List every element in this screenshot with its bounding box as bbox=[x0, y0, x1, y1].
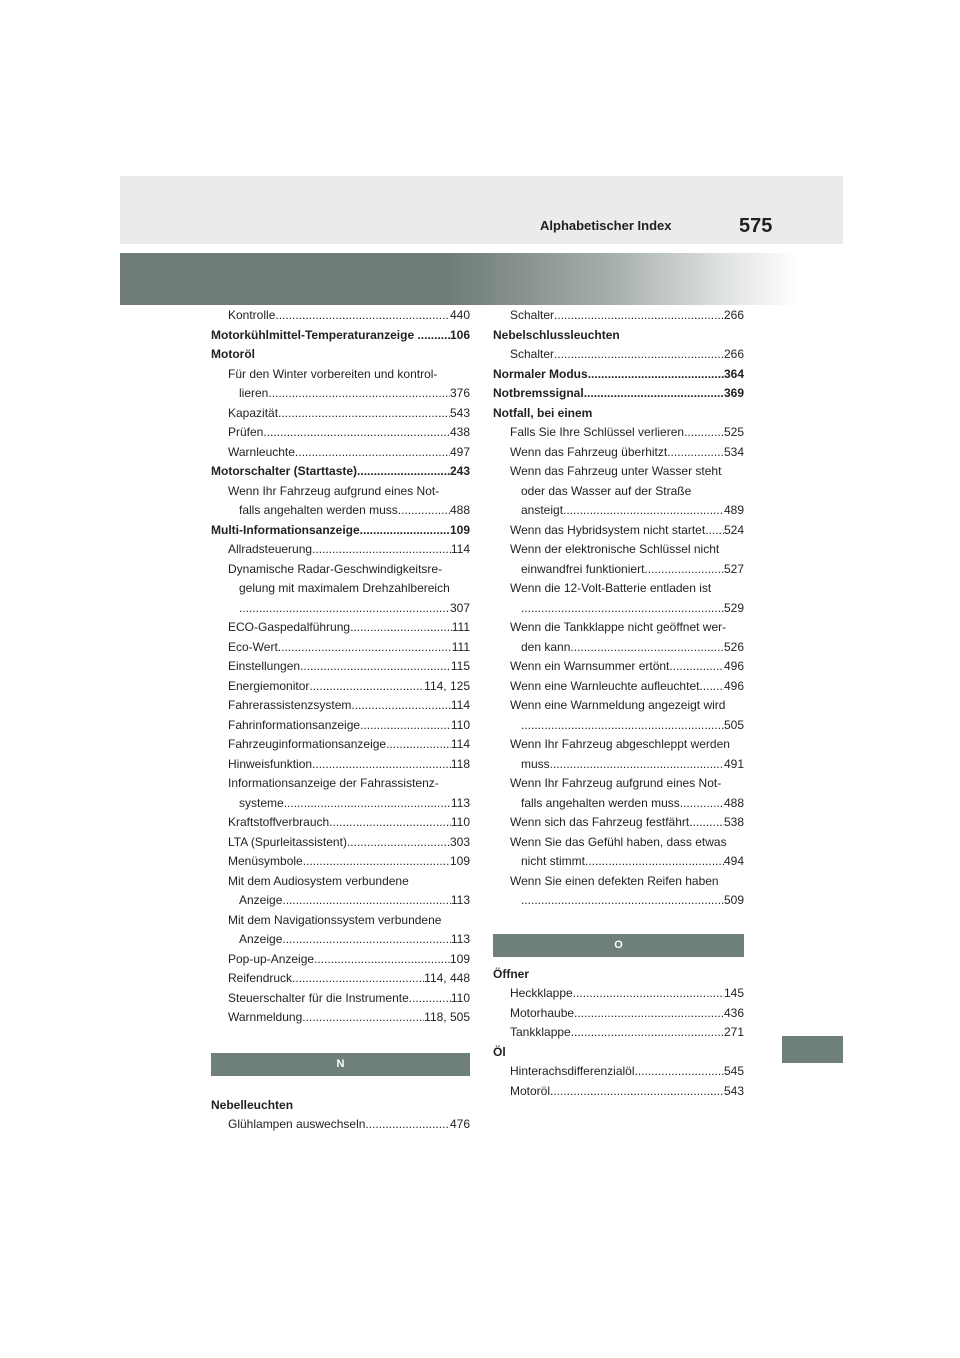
page-reference: 364 bbox=[723, 366, 744, 381]
entry-text: Steuerschalter für die Instrumente bbox=[228, 990, 409, 1005]
entry-text: Nebelschlussleuchten bbox=[493, 327, 620, 342]
index-subentry bbox=[211, 813, 470, 833]
dot-leader bbox=[554, 345, 724, 365]
index-subentry bbox=[493, 638, 744, 658]
page-reference: 114, 125 bbox=[424, 678, 470, 693]
page-number: 575 bbox=[739, 215, 773, 237]
entry-text: Motorschalter (Starttaste) bbox=[211, 464, 358, 478]
page-reference: 118 bbox=[450, 756, 470, 771]
entry-text: Wenn Sie das Gefühl haben, dass etwas bbox=[510, 834, 727, 849]
index-subentry bbox=[211, 1008, 470, 1028]
entry-text: Wenn Ihr Fahrzeug aufgrund eines Not- bbox=[228, 483, 440, 498]
page-reference: 505 bbox=[723, 717, 744, 732]
entry-text: Normaler Modus bbox=[493, 366, 588, 381]
index-entry bbox=[211, 345, 470, 365]
entry-text: oder das Wasser auf der Straße bbox=[521, 483, 692, 498]
dot-leader bbox=[386, 735, 451, 755]
index-subentry bbox=[493, 677, 744, 697]
page-reference: 543 bbox=[449, 405, 470, 420]
entry-text: Notfall, bei einem bbox=[493, 405, 593, 420]
page-reference: 476 bbox=[449, 1117, 470, 1131]
entry-text: Dynamische Radar-Geschwindigkeitsre- bbox=[228, 561, 443, 576]
dot-leader bbox=[689, 813, 724, 833]
dot-leader bbox=[521, 716, 724, 736]
dot-leader bbox=[292, 969, 424, 989]
page-reference: 496 bbox=[723, 659, 744, 673]
dot-leader bbox=[347, 833, 450, 853]
index-subentry bbox=[493, 521, 744, 541]
index-subentry bbox=[211, 989, 470, 1009]
entry-text: Motorkühlmittel-Temperaturanzeige .. bbox=[211, 327, 425, 342]
dot-leader bbox=[303, 852, 450, 872]
index-subentry bbox=[493, 657, 744, 677]
dot-leader bbox=[550, 1082, 724, 1102]
index-subentry bbox=[211, 540, 470, 560]
dot-leader bbox=[667, 443, 724, 463]
index-subentry bbox=[211, 443, 470, 463]
page-reference: 303 bbox=[449, 834, 470, 849]
section-header: O bbox=[493, 934, 744, 957]
page-reference: 494 bbox=[723, 854, 744, 868]
entry-text: Mit dem Audiosystem verbundene bbox=[228, 873, 409, 888]
index-subentry bbox=[493, 716, 744, 736]
index-subentry bbox=[211, 657, 470, 677]
page-reference: 113 bbox=[450, 932, 470, 946]
page-reference: 488 bbox=[723, 795, 744, 810]
index-entry bbox=[211, 1096, 470, 1116]
dot-leader bbox=[570, 638, 724, 658]
index-subentry bbox=[211, 930, 470, 950]
page-reference: 113 bbox=[450, 795, 470, 810]
index-subentry bbox=[493, 501, 744, 521]
entry-text: Prüfen bbox=[228, 425, 264, 439]
index-subentry bbox=[493, 482, 744, 502]
entry-text: LTA (Spurleitassistent) bbox=[228, 834, 347, 849]
entry-text: Wenn ein Warnsummer ertönt bbox=[510, 659, 670, 673]
dot-leader bbox=[365, 1115, 450, 1135]
index-entry bbox=[493, 965, 744, 985]
entry-text: Wenn eine Warnleuchte aufleuchtet bbox=[510, 678, 700, 693]
page-reference: 110 bbox=[450, 990, 470, 1005]
entry-text: Reifendruck bbox=[228, 971, 293, 985]
entry-text: Wenn Ihr Fahrzeug abgeschleppt werden bbox=[510, 737, 730, 751]
page-reference: 488 bbox=[449, 503, 470, 517]
page-reference: 307 bbox=[449, 600, 470, 615]
entry-text: Glühlampen auswechseln bbox=[228, 1117, 366, 1131]
page-reference: 438 bbox=[449, 425, 470, 439]
entry-text: Mit dem Navigationssystem verbundene bbox=[228, 912, 442, 927]
entry-text: Motorhaube bbox=[510, 1005, 575, 1020]
index-entry bbox=[211, 326, 470, 346]
dot-leader bbox=[268, 384, 450, 404]
index-subentry bbox=[211, 579, 470, 599]
index-subentry bbox=[211, 638, 470, 658]
page-reference: 538 bbox=[723, 815, 744, 829]
dot-leader bbox=[329, 813, 451, 833]
page-reference: 526 bbox=[723, 639, 744, 654]
entry-text: Hinweisfunktion bbox=[228, 756, 313, 771]
entry-text: Kapazität bbox=[228, 405, 279, 420]
index-entry bbox=[493, 404, 744, 424]
index-subentry bbox=[211, 482, 470, 502]
dot-leader bbox=[360, 716, 451, 736]
index-entry bbox=[493, 326, 744, 346]
dot-leader bbox=[644, 560, 724, 580]
entry-text: Für den Winter vorbereiten und kontrol- bbox=[228, 366, 438, 381]
index-subentry bbox=[493, 579, 744, 599]
entry-text: Schalter bbox=[510, 347, 555, 361]
entry-text: Fahrerassistenzsystem bbox=[228, 698, 352, 712]
entry-text: Nebelleuchten bbox=[211, 1097, 294, 1112]
page-reference: 524 bbox=[723, 522, 744, 537]
page-reference: 489 bbox=[723, 503, 744, 517]
page-reference: 109 bbox=[449, 951, 470, 966]
page-reference: 110 bbox=[450, 717, 470, 732]
index-subentry bbox=[211, 735, 470, 755]
dot-leader bbox=[684, 423, 724, 443]
entry-text: muss bbox=[521, 756, 550, 771]
index-subentry bbox=[211, 560, 470, 580]
index-subentry bbox=[493, 813, 744, 833]
dot-leader bbox=[521, 891, 724, 911]
entry-text: Wenn Sie einen defekten Reifen haben bbox=[510, 873, 719, 888]
dot-leader bbox=[635, 1062, 724, 1082]
dot-leader bbox=[563, 501, 724, 521]
dot-leader bbox=[669, 657, 724, 677]
index-subentry bbox=[493, 696, 744, 716]
index-subentry bbox=[493, 345, 744, 365]
entry-text: Heckklappe bbox=[510, 986, 573, 1000]
entry-text: Einstellungen bbox=[228, 659, 301, 673]
page-reference: 369 bbox=[723, 386, 744, 400]
page-reference: 491 bbox=[723, 756, 744, 771]
index-subentry bbox=[211, 794, 470, 814]
index-subentry bbox=[211, 1115, 470, 1135]
index-subentry bbox=[493, 872, 744, 892]
index-subentry bbox=[211, 384, 470, 404]
index-subentry bbox=[211, 872, 470, 892]
page-reference: 534 bbox=[723, 444, 744, 459]
entry-text: Multi-Informationsanzeige bbox=[211, 522, 360, 537]
page-reference: 436 bbox=[723, 1005, 744, 1020]
entry-text: einwandfrei funktioniert bbox=[521, 561, 645, 576]
page-reference: 118, 505 bbox=[424, 1010, 470, 1024]
page-reference: 109 bbox=[449, 854, 470, 868]
index-subentry bbox=[493, 423, 744, 443]
index-subentry bbox=[211, 306, 470, 326]
index-subentry bbox=[493, 599, 744, 619]
entry-text: Eco-Wert bbox=[228, 639, 278, 654]
page-reference: 109 bbox=[449, 522, 470, 537]
index-column-right bbox=[493, 306, 744, 1101]
page-reference: 271 bbox=[723, 1025, 744, 1039]
dot-leader bbox=[350, 618, 452, 638]
page-reference: 114 bbox=[450, 737, 470, 751]
index-entry bbox=[211, 521, 470, 541]
index-subentry bbox=[211, 852, 470, 872]
dot-leader bbox=[275, 306, 450, 326]
index-subentry bbox=[493, 755, 744, 775]
dot-leader bbox=[584, 384, 724, 404]
entry-text: Warnmeldung bbox=[228, 1010, 303, 1024]
dot-leader bbox=[398, 501, 450, 521]
dot-leader bbox=[314, 950, 450, 970]
index-subentry bbox=[211, 911, 470, 931]
index-subentry bbox=[211, 365, 470, 385]
dot-leader bbox=[295, 443, 450, 463]
dot-leader bbox=[573, 984, 724, 1004]
index-entry bbox=[493, 365, 744, 385]
entry-text: Energiemonitor bbox=[228, 678, 310, 693]
entry-text: Menüsymbole bbox=[228, 854, 303, 868]
entry-text: Öffner bbox=[493, 966, 529, 981]
dot-leader bbox=[360, 521, 450, 541]
page-reference: 529 bbox=[723, 600, 744, 615]
dot-leader bbox=[351, 696, 450, 716]
index-subentry bbox=[211, 950, 470, 970]
page-reference: 543 bbox=[723, 1083, 744, 1098]
entry-text: Wenn sich das Fahrzeug festfährt bbox=[510, 815, 690, 829]
index-subentry bbox=[493, 443, 744, 463]
index-subentry bbox=[493, 540, 744, 560]
index-subentry bbox=[211, 404, 470, 424]
decorative-gradient-bar bbox=[120, 253, 800, 305]
page-reference: 266 bbox=[723, 308, 744, 322]
page-reference: 114, 448 bbox=[424, 971, 470, 985]
dot-leader bbox=[284, 794, 451, 814]
entry-text: Anzeige bbox=[239, 893, 283, 907]
index-subentry bbox=[493, 306, 744, 326]
index-subentry bbox=[493, 735, 744, 755]
entry-text: Notbremssignal bbox=[493, 386, 584, 400]
page-reference: 111 bbox=[451, 620, 470, 634]
page-reference: 496 bbox=[723, 678, 744, 693]
page-reference: 114 bbox=[450, 542, 470, 556]
index-subentry bbox=[211, 833, 470, 853]
entry-text: falls angehalten werden muss bbox=[521, 795, 680, 810]
page-reference: 114 bbox=[450, 698, 470, 712]
entry-text: ansteigt bbox=[521, 503, 564, 517]
entry-text: Motoröl bbox=[211, 347, 255, 361]
entry-text: Wenn das Fahrzeug unter Wasser steht bbox=[510, 464, 722, 478]
index-entry bbox=[493, 1043, 744, 1063]
entry-text: Wenn die Tankklappe nicht geöffnet wer- bbox=[510, 620, 727, 634]
page-reference: 440 bbox=[449, 308, 470, 322]
dot-leader bbox=[705, 521, 724, 541]
entry-text: gelung mit maximalem Drehzahlbereich bbox=[239, 581, 450, 595]
index-subentry bbox=[493, 618, 744, 638]
index-entry bbox=[493, 384, 744, 404]
dot-leader bbox=[282, 891, 450, 911]
entry-text: Wenn die 12-Volt-Batterie entladen ist bbox=[510, 581, 712, 595]
dot-leader bbox=[550, 755, 724, 775]
section-header: N bbox=[211, 1053, 470, 1076]
index-subentry bbox=[211, 696, 470, 716]
dot-leader bbox=[409, 989, 451, 1009]
index-subentry bbox=[211, 677, 470, 697]
dot-leader bbox=[278, 404, 450, 424]
entry-text: Warnleuchte bbox=[228, 444, 295, 459]
entry-text: Fahrzeuginformationsanzeige bbox=[228, 737, 387, 751]
entry-text: Wenn das Hybridsystem nicht startet bbox=[510, 522, 706, 537]
entry-text: nicht stimmt bbox=[521, 854, 586, 868]
entry-text: Wenn der elektronische Schlüssel nicht bbox=[510, 542, 720, 556]
entry-text: Kraftstoffverbrauch bbox=[228, 815, 330, 829]
dot-leader bbox=[585, 852, 724, 872]
index-subentry bbox=[211, 891, 470, 911]
index-subentry bbox=[493, 462, 744, 482]
entry-text: Informationsanzeige der Fahrassistenz- bbox=[228, 776, 439, 790]
dot-leader bbox=[263, 423, 450, 443]
entry-text: systeme bbox=[239, 795, 284, 810]
index-subentry bbox=[493, 852, 744, 872]
dot-leader bbox=[239, 599, 450, 619]
page-reference: 145 bbox=[723, 986, 744, 1000]
section-thumb-tab bbox=[782, 1036, 843, 1063]
header-band bbox=[120, 176, 843, 244]
entry-text: ECO-Gaspedalführung bbox=[228, 620, 351, 634]
dot-leader bbox=[312, 540, 451, 560]
entry-text: Tankklappe bbox=[510, 1025, 571, 1039]
index-subentry bbox=[211, 599, 470, 619]
dot-leader bbox=[357, 462, 450, 482]
entry-text: Schalter bbox=[510, 308, 555, 322]
dot-leader bbox=[312, 755, 451, 775]
entry-text: Falls Sie Ihre Schlüssel verlieren bbox=[510, 425, 685, 439]
index-subentry bbox=[493, 1062, 744, 1082]
index-subentry bbox=[211, 716, 470, 736]
page-reference: 509 bbox=[723, 893, 744, 907]
index-subentry bbox=[211, 755, 470, 775]
page-reference: 266 bbox=[723, 347, 744, 361]
entry-text: Fahrinformationsanzeige bbox=[228, 717, 361, 732]
index-subentry bbox=[493, 794, 744, 814]
dot-leader bbox=[282, 930, 450, 950]
dot-leader bbox=[699, 677, 724, 697]
page-reference: 106 bbox=[449, 327, 470, 342]
index-subentry bbox=[493, 833, 744, 853]
dot-leader bbox=[554, 306, 724, 326]
page-reference: 376 bbox=[449, 386, 470, 400]
page-reference: 243 bbox=[449, 464, 470, 478]
page-reference: 497 bbox=[449, 444, 470, 459]
dot-leader bbox=[424, 326, 450, 346]
page-reference: 113 bbox=[450, 893, 470, 907]
entry-text: Öl bbox=[493, 1044, 506, 1059]
index-subentry bbox=[211, 501, 470, 521]
page-title: Alphabetischer Index bbox=[540, 218, 672, 233]
index-subentry bbox=[493, 1023, 744, 1043]
dot-leader bbox=[571, 1023, 724, 1043]
index-subentry bbox=[493, 774, 744, 794]
index-subentry bbox=[493, 1082, 744, 1102]
page-reference: 111 bbox=[451, 639, 470, 654]
dot-leader bbox=[302, 1008, 424, 1028]
index-subentry bbox=[493, 984, 744, 1004]
entry-text: Hinterachsdifferenzialöl bbox=[510, 1064, 635, 1078]
entry-text: falls angehalten werden muss bbox=[239, 503, 398, 517]
index-subentry bbox=[211, 969, 470, 989]
entry-text: den kann bbox=[521, 639, 571, 654]
entry-text: Wenn eine Warnmeldung angezeigt wird bbox=[510, 698, 726, 712]
dot-leader bbox=[278, 638, 452, 658]
dot-leader bbox=[588, 365, 724, 385]
index-subentry bbox=[493, 1004, 744, 1024]
dot-leader bbox=[521, 599, 724, 619]
page-reference: 545 bbox=[723, 1064, 744, 1078]
page-reference: 525 bbox=[723, 425, 744, 439]
entry-text: Wenn das Fahrzeug überhitzt bbox=[510, 444, 668, 459]
dot-leader bbox=[300, 657, 451, 677]
entry-text: Kontrolle bbox=[228, 308, 276, 322]
index-subentry bbox=[211, 423, 470, 443]
index-subentry bbox=[211, 774, 470, 794]
dot-leader bbox=[680, 794, 724, 814]
entry-text: Allradsteuerung bbox=[228, 542, 313, 556]
entry-text: Pop-up-Anzeige bbox=[228, 951, 315, 966]
page-reference: 110 bbox=[450, 815, 470, 829]
page-reference: 527 bbox=[723, 561, 744, 576]
entry-text: lieren bbox=[239, 386, 269, 400]
index-subentry bbox=[493, 560, 744, 580]
dot-leader bbox=[309, 677, 424, 697]
page-reference: 115 bbox=[450, 659, 470, 673]
entry-text: Motoröl bbox=[510, 1083, 551, 1098]
index-column-left bbox=[211, 306, 470, 1135]
index-subentry bbox=[493, 891, 744, 911]
entry-text: Anzeige bbox=[239, 932, 283, 946]
entry-text: Wenn Ihr Fahrzeug aufgrund eines Not- bbox=[510, 776, 722, 790]
dot-leader bbox=[574, 1004, 724, 1024]
index-entry bbox=[211, 462, 470, 482]
index-subentry bbox=[211, 618, 470, 638]
